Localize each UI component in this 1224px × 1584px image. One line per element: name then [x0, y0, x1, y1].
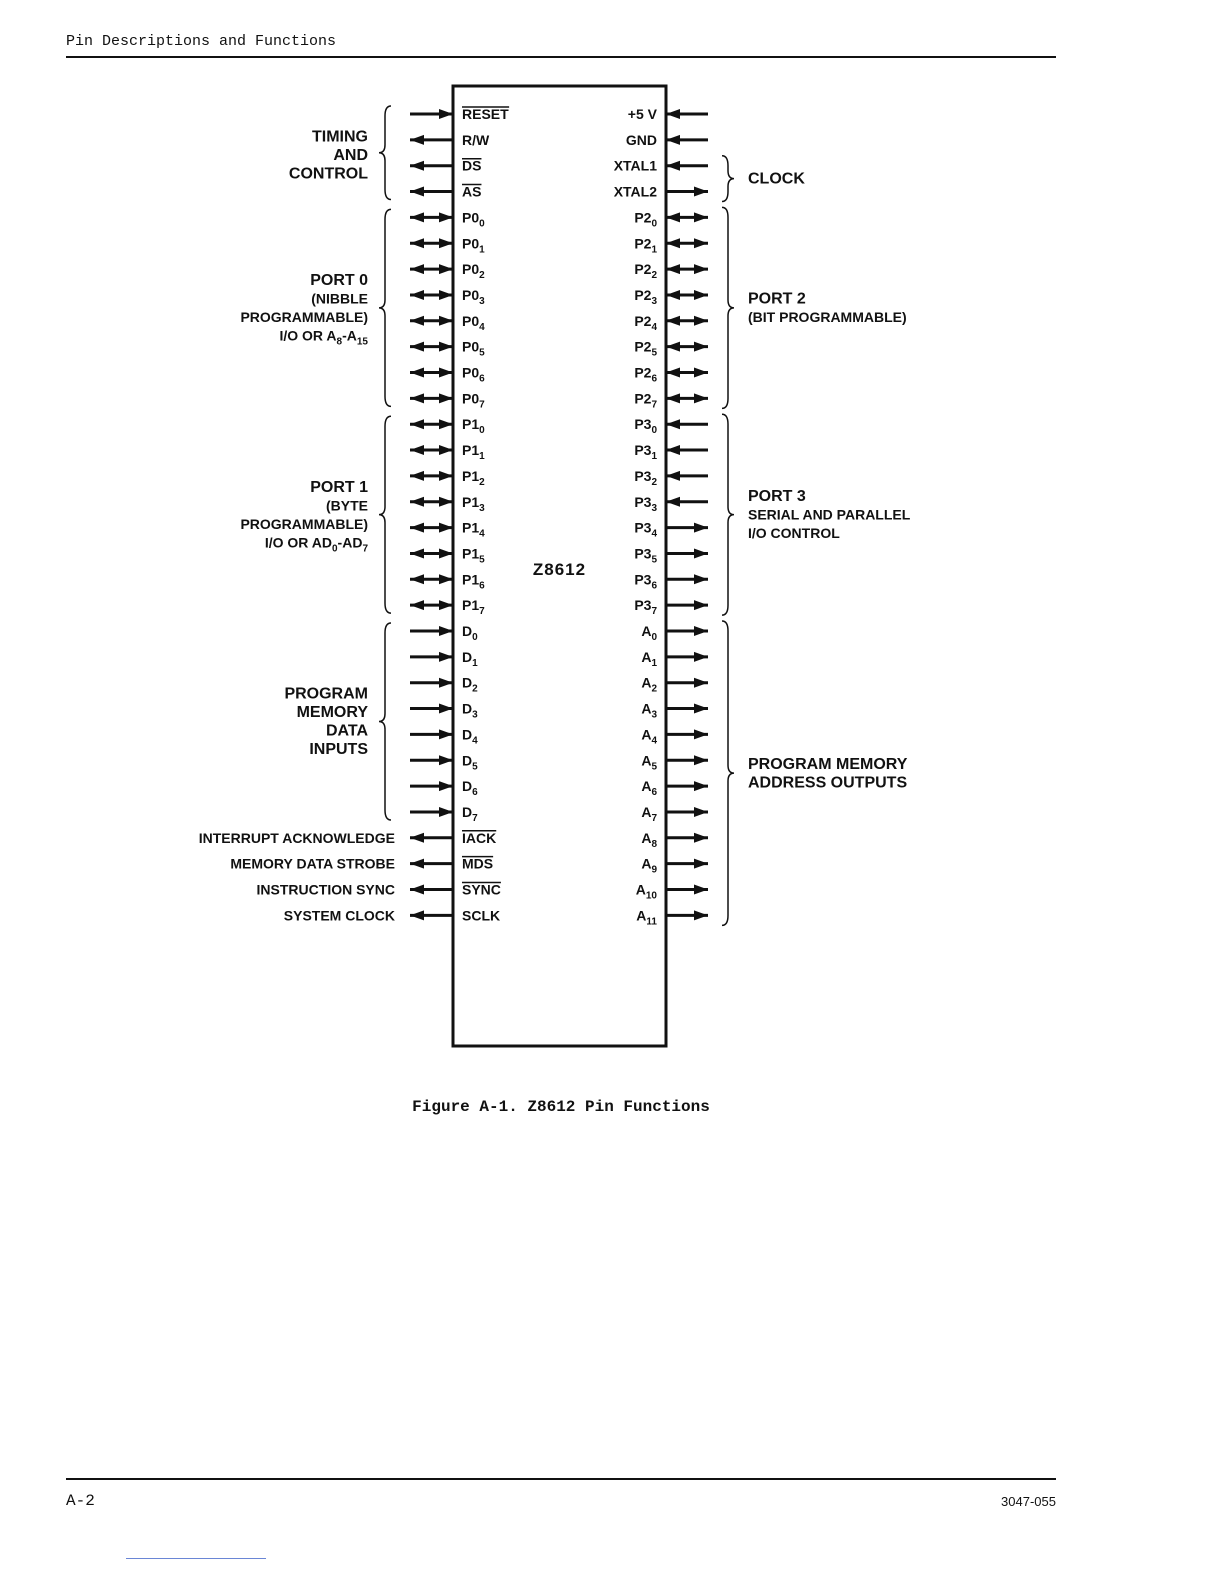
arrow-head — [666, 238, 680, 248]
arrow-head — [410, 497, 424, 507]
left-pin-label: $P0_3$ — [462, 286, 485, 307]
arrow-head — [439, 729, 453, 739]
right-group-label: (BIT PROGRAMMABLE) — [748, 309, 907, 326]
left-pin-label: SCLK — [462, 907, 501, 924]
arrow-head — [410, 212, 424, 222]
right-group-label: SERIAL AND PARALLEL — [748, 506, 911, 523]
arrow-head — [694, 652, 708, 662]
right-pin — [666, 652, 708, 662]
arrow-head — [694, 807, 708, 817]
arrow-head — [439, 626, 453, 636]
right-group-brace — [722, 156, 734, 202]
left-pin — [410, 471, 453, 481]
left-pin — [410, 755, 453, 765]
right-pin-label: $P2_5$ — [634, 338, 657, 359]
arrow-head — [439, 109, 453, 119]
right-pin-label: $A_1$ — [641, 648, 657, 669]
right-group-label: PORT 3 — [748, 488, 806, 506]
arrow-head — [439, 755, 453, 765]
arrow-head — [694, 678, 708, 688]
right-pin-label: $P3_3$ — [634, 493, 657, 514]
arrow-head — [694, 729, 708, 739]
right-pin-label: $P3_7$ — [634, 597, 657, 618]
right-pin — [666, 212, 708, 222]
right-pin — [666, 161, 708, 171]
right-pin — [666, 187, 708, 197]
left-group-label: AND — [333, 146, 368, 164]
right-pin — [666, 781, 708, 791]
arrow-head — [439, 393, 453, 403]
right-pin-label: XTAL1 — [613, 157, 657, 174]
right-pin — [666, 704, 708, 714]
left-pin — [410, 729, 453, 739]
footer-mark — [126, 1558, 266, 1559]
arrow-head — [666, 264, 680, 274]
arrow-head — [694, 548, 708, 558]
page-number: A-2 — [66, 1492, 95, 1510]
arrow-head — [694, 781, 708, 791]
left-pin-label: $P0_4$ — [462, 312, 485, 333]
arrow-head — [439, 368, 453, 378]
left-pin-label: $P1_2$ — [462, 467, 485, 488]
arrow-head — [694, 290, 708, 300]
arrow-head — [410, 342, 424, 352]
left-pin-label: $P1_7$ — [462, 597, 485, 618]
arrow-head — [694, 523, 708, 533]
right-pin-label: $A_6$ — [641, 778, 657, 799]
arrow-head — [666, 316, 680, 326]
right-pin-label: $A_9$ — [641, 855, 657, 876]
left-pin — [410, 781, 453, 791]
right-pin — [666, 548, 708, 558]
right-group-label: PROGRAM MEMORY — [748, 755, 908, 773]
arrow-head — [694, 368, 708, 378]
page-header-title: Pin Descriptions and Functions — [66, 33, 337, 50]
arrow-head — [439, 574, 453, 584]
left-pin — [410, 187, 453, 197]
arrow-head — [666, 471, 680, 481]
arrow-head — [694, 316, 708, 326]
right-group-label: CLOCK — [748, 170, 805, 188]
right-pin-label: $A_4$ — [641, 726, 657, 747]
arrow-head — [410, 523, 424, 533]
arrow-head — [410, 600, 424, 610]
left-group-label: INPUTS — [309, 741, 368, 759]
arrow-head — [410, 445, 424, 455]
left-pin — [410, 393, 453, 403]
arrow-head — [439, 600, 453, 610]
arrow-head — [694, 755, 708, 765]
left-pin — [410, 497, 453, 507]
left-pin — [410, 807, 453, 817]
left-pin — [410, 600, 453, 610]
right-pin — [666, 393, 708, 403]
arrow-head — [694, 238, 708, 248]
right-pin-label: +5 V — [627, 106, 657, 122]
left-pin-label: $D_1$ — [462, 648, 478, 669]
right-pin-label: $A_3$ — [641, 700, 657, 721]
arrow-head — [694, 342, 708, 352]
arrow-head — [439, 807, 453, 817]
arrow-head — [410, 135, 424, 145]
right-group-brace — [722, 414, 734, 615]
left-pin-label: R/W — [462, 131, 490, 148]
right-pin — [666, 755, 708, 765]
arrow-head — [439, 548, 453, 558]
right-pin — [666, 316, 708, 326]
arrow-head — [666, 161, 680, 171]
chip-name: Z8612 — [532, 560, 587, 579]
left-pin-label: $D_3$ — [462, 700, 478, 721]
right-pin-label: $P2_6$ — [634, 364, 657, 385]
right-pin — [666, 600, 708, 610]
arrow-head — [439, 445, 453, 455]
arrow-head — [666, 342, 680, 352]
left-pin-label: $P0_5$ — [462, 338, 485, 359]
left-pin — [410, 523, 453, 533]
arrow-head — [410, 859, 424, 869]
arrow-head — [410, 833, 424, 843]
arrow-head — [694, 187, 708, 197]
arrow-head — [410, 393, 424, 403]
left-pin-label: MDS — [462, 855, 494, 872]
right-pin — [666, 497, 708, 507]
left-pin — [410, 290, 453, 300]
right-pin — [666, 626, 708, 636]
right-pin-label: $P3_4$ — [634, 519, 657, 540]
left-group-brace — [379, 106, 391, 200]
right-pin — [666, 471, 708, 481]
left-group-label: PROGRAMMABLE) — [240, 309, 368, 326]
right-pin-label: XTAL2 — [613, 183, 657, 200]
arrow-head — [439, 471, 453, 481]
left-pin — [410, 626, 453, 636]
arrow-head — [666, 497, 680, 507]
left-pin-label: $P1_6$ — [462, 571, 485, 592]
right-pin — [666, 264, 708, 274]
arrow-head — [666, 445, 680, 455]
arrow-head — [694, 264, 708, 274]
arrow-head — [439, 523, 453, 533]
right-pin-label: $A_0$ — [641, 623, 657, 643]
left-pin-label: $P1_5$ — [462, 545, 485, 566]
right-pin-label: $P3_1$ — [634, 442, 657, 463]
arrow-head — [694, 704, 708, 714]
arrow-head — [410, 264, 424, 274]
left-pin-label: $P0_7$ — [462, 390, 485, 411]
left-pin — [410, 264, 453, 274]
right-pin-label: $A_8$ — [641, 829, 657, 850]
right-group-label: ADDRESS OUTPUTS — [748, 774, 908, 792]
right-pin — [666, 419, 708, 429]
arrow-head — [439, 238, 453, 248]
right-pin — [666, 342, 708, 352]
right-pin-label: $A_7$ — [641, 803, 657, 824]
document-number: 3047-055 — [1001, 1494, 1056, 1509]
right-pin-label: $P2_2$ — [634, 261, 657, 282]
right-pin-label: $P2_7$ — [634, 390, 657, 411]
left-pin — [410, 212, 453, 222]
arrow-head — [410, 316, 424, 326]
right-pin — [666, 574, 708, 584]
right-pin-label: $P3_6$ — [634, 571, 657, 592]
right-pin — [666, 523, 708, 533]
right-pin-label: $P2_4$ — [634, 312, 657, 333]
arrow-head — [439, 704, 453, 714]
left-pin-label: $D_0$ — [462, 623, 478, 643]
right-group-label: PORT 2 — [748, 290, 806, 308]
arrow-head — [666, 135, 680, 145]
arrow-head — [410, 548, 424, 558]
right-pin — [666, 885, 708, 895]
right-pin — [666, 109, 708, 119]
left-group-brace — [379, 623, 391, 820]
arrow-head — [410, 187, 424, 197]
left-pin-label: $P1_0$ — [462, 416, 485, 437]
left-group-label: (BYTE — [326, 497, 368, 514]
arrow-head — [666, 393, 680, 403]
arrow-head — [666, 212, 680, 222]
figure-caption: Figure A-1. Z8612 Pin Functions — [412, 1098, 710, 1116]
arrow-head — [410, 471, 424, 481]
left-pin — [410, 574, 453, 584]
left-pin — [410, 316, 453, 326]
right-pin-label: $P2_3$ — [634, 286, 657, 307]
left-group-label: I/O OR $AD_0-AD_7$ — [264, 534, 368, 555]
left-group-label: MEMORY — [296, 704, 368, 722]
left-pin-label: $P1_3$ — [462, 493, 485, 514]
left-pin — [410, 833, 453, 843]
left-pin-label: $P1_1$ — [462, 442, 485, 463]
left-pin — [410, 238, 453, 248]
left-pin — [410, 859, 453, 869]
left-pin-label: $D_5$ — [462, 752, 478, 773]
right-pin-label: GND — [625, 131, 657, 148]
right-pin-label: $P2_0$ — [634, 209, 657, 230]
arrow-head — [439, 678, 453, 688]
left-group-label: PORT 1 — [310, 478, 368, 496]
left-pin — [410, 419, 453, 429]
arrow-head — [694, 859, 708, 869]
arrow-head — [439, 264, 453, 274]
right-pin-label: $P3_2$ — [634, 467, 657, 488]
left-group-label: TIMING — [312, 128, 368, 146]
left-signal-label: INTERRUPT ACKNOWLEDGE — [198, 829, 395, 846]
left-signal-label: SYSTEM CLOCK — [283, 907, 395, 924]
left-group-label: I/O OR $A_8-A_{15}$ — [279, 327, 368, 348]
arrow-head — [439, 316, 453, 326]
arrow-head — [694, 833, 708, 843]
arrow-head — [439, 781, 453, 791]
left-pin-label: AS — [462, 183, 482, 200]
left-signal-label: INSTRUCTION SYNC — [256, 881, 395, 898]
footer-rule — [66, 1478, 1056, 1480]
right-group-brace — [722, 621, 734, 925]
left-pin — [410, 342, 453, 352]
arrow-head — [410, 161, 424, 171]
arrow-head — [694, 574, 708, 584]
left-group-brace — [379, 209, 391, 406]
arrow-head — [666, 109, 680, 119]
arrow-head — [410, 419, 424, 429]
arrow-head — [666, 368, 680, 378]
left-pin-label: $P0_2$ — [462, 261, 485, 282]
left-pin — [410, 704, 453, 714]
left-group-label: (NIBBLE — [311, 290, 368, 307]
left-pin-label: $P0_6$ — [462, 364, 485, 385]
left-pin-label: $D_2$ — [462, 674, 478, 695]
arrow-head — [694, 626, 708, 636]
left-pin-label: $P1_4$ — [462, 519, 485, 540]
arrow-head — [439, 212, 453, 222]
right-pin — [666, 859, 708, 869]
right-pin — [666, 910, 708, 920]
arrow-head — [410, 574, 424, 584]
left-pin-label: $P0_1$ — [462, 235, 485, 256]
right-pin — [666, 678, 708, 688]
arrow-head — [439, 419, 453, 429]
right-pin — [666, 807, 708, 817]
left-group-brace — [379, 416, 391, 613]
right-pin-label: $A_{11}$ — [636, 907, 657, 928]
arrow-head — [694, 885, 708, 895]
left-group-label: DATA — [325, 722, 368, 740]
left-pin — [410, 135, 453, 145]
left-pin-label: $D_4$ — [462, 726, 478, 747]
arrow-head — [694, 212, 708, 222]
right-pin — [666, 833, 708, 843]
arrow-head — [410, 910, 424, 920]
left-group-label: PROGRAM — [284, 685, 368, 703]
left-pin-label: $D_7$ — [462, 803, 478, 824]
left-signal-label: MEMORY DATA STROBE — [230, 855, 395, 872]
arrow-head — [694, 910, 708, 920]
left-pin-label: IACK — [462, 829, 497, 846]
left-pin — [410, 368, 453, 378]
left-pin-label: $D_6$ — [462, 778, 478, 799]
left-pin-label: RESET — [462, 106, 509, 122]
right-pin-label: $A_5$ — [641, 752, 657, 773]
arrow-head — [694, 393, 708, 403]
arrow-head — [439, 290, 453, 300]
left-pin — [410, 161, 453, 171]
right-group-brace — [722, 207, 734, 408]
arrow-head — [439, 342, 453, 352]
arrow-head — [410, 885, 424, 895]
arrow-head — [666, 419, 680, 429]
left-group-label: CONTROL — [288, 165, 368, 183]
right-pin-label: $A_2$ — [641, 674, 657, 695]
left-pin — [410, 109, 453, 119]
arrow-head — [694, 600, 708, 610]
arrow-head — [666, 290, 680, 300]
left-pin-label: $P0_0$ — [462, 209, 485, 230]
left-pin — [410, 678, 453, 688]
right-pin — [666, 445, 708, 455]
arrow-head — [439, 652, 453, 662]
left-group-label: PROGRAMMABLE) — [240, 515, 368, 532]
right-pin-label: $P3_0$ — [634, 416, 657, 437]
left-pin-label: DS — [462, 157, 482, 174]
left-pin — [410, 910, 453, 920]
left-pin — [410, 445, 453, 455]
right-pin — [666, 729, 708, 739]
right-pin-label: $P3_5$ — [634, 545, 657, 566]
left-pin — [410, 652, 453, 662]
right-pin — [666, 290, 708, 300]
right-pin-label: $P2_1$ — [634, 235, 657, 256]
arrow-head — [410, 368, 424, 378]
left-pin — [410, 885, 453, 895]
left-pin — [410, 548, 453, 558]
right-group-label: I/O CONTROL — [748, 525, 840, 542]
arrow-head — [410, 290, 424, 300]
left-pin-label: SYNC — [462, 881, 501, 898]
right-pin — [666, 368, 708, 378]
right-pin — [666, 135, 708, 145]
arrow-head — [410, 238, 424, 248]
right-pin-label: $A_{10}$ — [635, 881, 657, 902]
arrow-head — [439, 497, 453, 507]
right-pin — [666, 238, 708, 248]
left-group-label: PORT 0 — [310, 272, 368, 290]
